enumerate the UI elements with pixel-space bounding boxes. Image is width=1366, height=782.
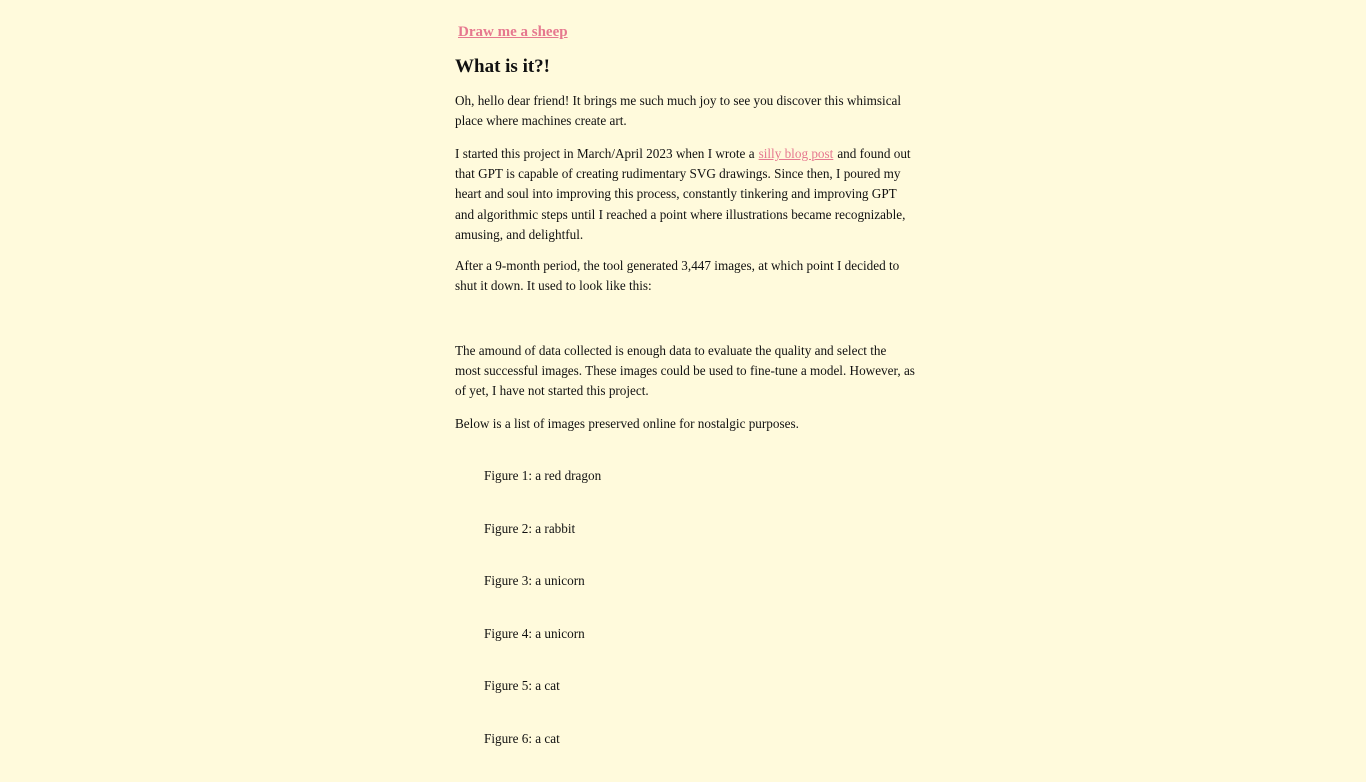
site-home-link[interactable]: Draw me a sheep	[458, 24, 568, 40]
figure-list	[484, 466, 601, 782]
history-text-after: and found out that GPT is capable of creating rudimentary SVG drawings. Since then, I poured my heart and soul into improving this process, constantly tinkering and improving GPT and algorithmic steps until I reached a point where illustrations became recognizable, amusing, and delightful.	[455, 146, 911, 242]
figure-caption: Figure 3: a unicorn	[484, 573, 585, 589]
list-intro-paragraph: Below is a list of images preserved online for nostalgic purposes.	[455, 416, 799, 431]
intro-paragraph: Oh, hello dear friend! It brings me such much joy to see you discover this whimsical place where machines create art.	[455, 93, 902, 129]
data-note-paragraph: The amound of data collected is enough data to evaluate the quality and select the most successful images. These images could be used to fine-tune a model. However, as of yet, I have not started this project.	[455, 343, 915, 399]
figure-caption: Figure 4: a unicorn	[484, 625, 585, 641]
history-paragraph	[455, 144, 915, 245]
history-text-before: I started this project in March/April 2023 when I wrote a	[455, 146, 755, 161]
page-title: What is it?!	[455, 56, 550, 77]
figure-caption: Figure 5: a cat	[484, 678, 560, 694]
figure-caption: Figure 1: a red dragon	[484, 468, 602, 483]
figure-caption: Figure 6: a cat	[484, 730, 560, 746]
shutdown-paragraph: After a 9-month period, the tool generated 3,447 images, at which point I decided to shut it down. It used to look like this:	[455, 258, 900, 294]
figure-caption: Figure 2: a rabbit	[484, 520, 576, 536]
blog-post-link[interactable]: silly blog post	[758, 146, 834, 161]
